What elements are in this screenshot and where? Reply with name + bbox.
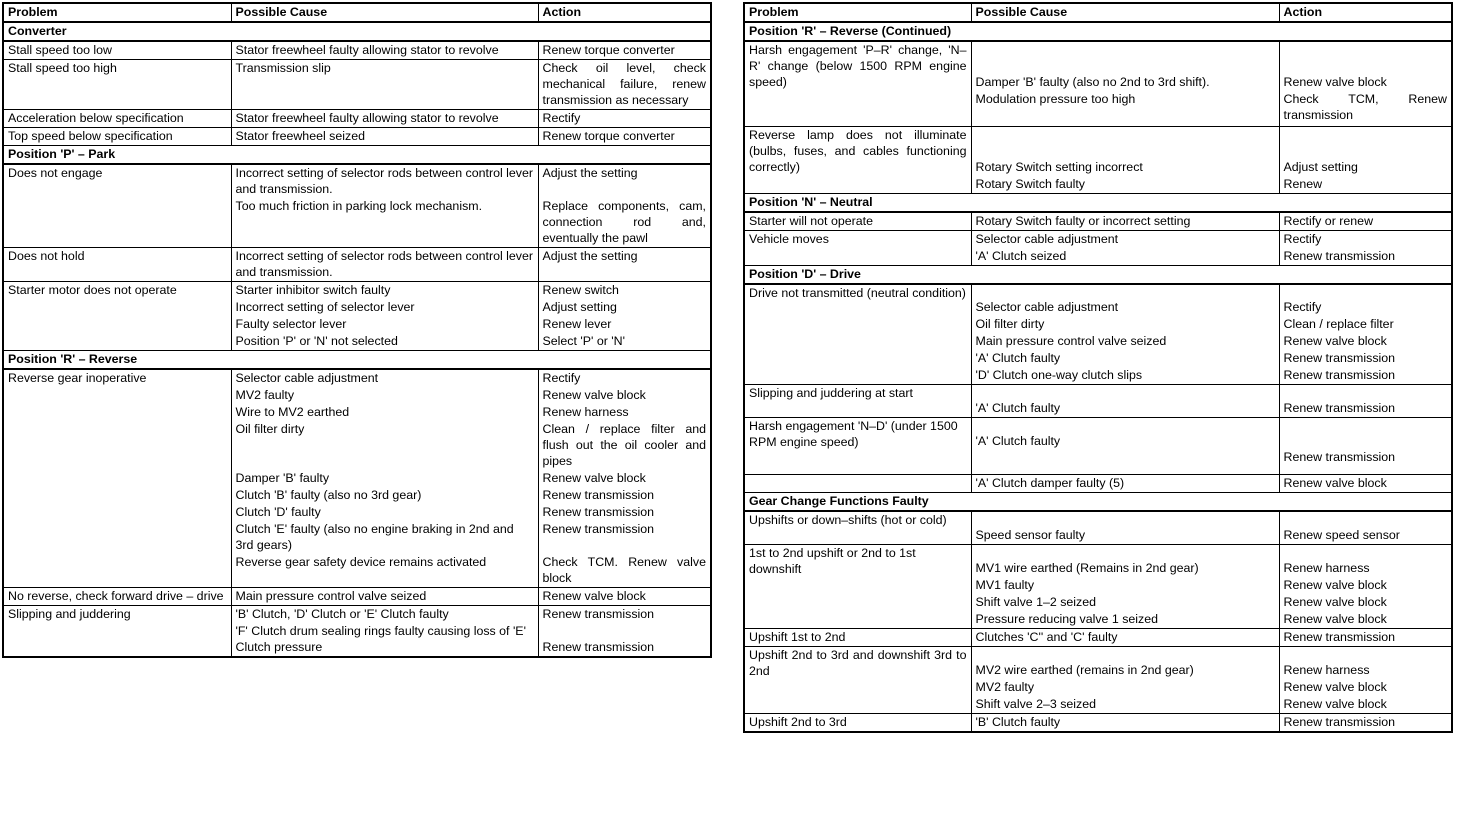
cause-cell: Stator freewheel faulty allowing stator to revolve bbox=[231, 41, 538, 60]
action-cell: Renew transmission bbox=[1279, 629, 1452, 647]
cause-cell: Clutch 'B' faulty (also no 3rd gear) bbox=[231, 487, 538, 504]
cause-cell: MV1 faulty bbox=[971, 577, 1279, 594]
action-cell: Renew valve block bbox=[1279, 577, 1452, 594]
section-row bbox=[744, 22, 1452, 41]
section-drive: Position 'D' – Drive bbox=[744, 266, 1452, 285]
problem-cell: Does not hold bbox=[3, 248, 231, 282]
table-row bbox=[744, 511, 1452, 545]
action-cell: Clean / replace filter bbox=[1279, 316, 1452, 333]
action-cell: Rectify or renew bbox=[1279, 212, 1452, 231]
action-cell: Renew torque converter bbox=[538, 41, 711, 60]
section-neutral: Position 'N' – Neutral bbox=[744, 194, 1452, 213]
action-cell: Renew harness bbox=[538, 404, 711, 421]
header-cause: Possible Cause bbox=[231, 3, 538, 22]
action-cell: Adjust setting bbox=[538, 299, 711, 316]
table-row bbox=[744, 629, 1452, 647]
cause-cell: Damper 'B' faulty bbox=[231, 470, 538, 487]
section-row bbox=[3, 22, 711, 41]
action-cell: Renew transmission bbox=[538, 521, 711, 554]
cause-cell: MV2 wire earthed (remains in 2nd gear) bbox=[971, 647, 1279, 680]
table-row bbox=[744, 714, 1452, 733]
cause-cell: MV2 faulty bbox=[971, 679, 1279, 696]
cause-cell: Rotary Switch setting incorrect bbox=[971, 127, 1279, 177]
table-row bbox=[744, 385, 1452, 418]
action-cell: Renew valve block bbox=[1279, 475, 1452, 493]
problem-cell: Upshift 2nd to 3rd and downshift 3rd to 2nd bbox=[744, 647, 971, 714]
table-row bbox=[744, 41, 1452, 91]
problem-cell: Drive not transmitted (neutral condition) bbox=[744, 284, 971, 385]
table-row bbox=[744, 284, 1452, 316]
action-cell: Renew valve block bbox=[1279, 333, 1452, 350]
header-action: Action bbox=[1279, 3, 1452, 22]
header-row bbox=[744, 3, 1452, 22]
section-row bbox=[3, 146, 711, 165]
cause-cell: Clutch 'D' faulty bbox=[231, 504, 538, 521]
action-cell: Check oil level, check mechanical failure, renew transmission as necessary bbox=[538, 60, 711, 110]
cause-cell: Incorrect setting of selector lever bbox=[231, 299, 538, 316]
action-cell: Renew harness bbox=[1279, 545, 1452, 578]
cause-cell: 'B' Clutch, 'D' Clutch or 'E' Clutch faulty bbox=[231, 606, 538, 624]
problem-cell: Slipping and juddering at start bbox=[744, 385, 971, 418]
cause-cell: MV2 faulty bbox=[231, 387, 538, 404]
table-row bbox=[3, 606, 711, 624]
section-reverse-continued: Position 'R' – Reverse (Continued) bbox=[744, 22, 1452, 41]
action-cell: Renew transmission bbox=[1279, 714, 1452, 733]
cause-cell: Pressure reducing valve 1 seized bbox=[971, 611, 1279, 629]
cause-cell: 'A' Clutch seized bbox=[971, 248, 1279, 266]
action-cell: Rectify bbox=[1279, 231, 1452, 249]
action-cell: Rectify bbox=[1279, 284, 1452, 316]
action-cell: Renew transmission bbox=[538, 504, 711, 521]
action-cell: Rectify bbox=[538, 110, 711, 128]
header-cause: Possible Cause bbox=[971, 3, 1279, 22]
action-cell: Renew valve block bbox=[538, 387, 711, 404]
action-cell: Renew transmission bbox=[1279, 367, 1452, 385]
table-row bbox=[744, 545, 1452, 578]
table-row bbox=[744, 647, 1452, 680]
action-cell: Renew valve block bbox=[538, 470, 711, 487]
cause-cell: Shift valve 1–2 seized bbox=[971, 594, 1279, 611]
action-cell: Check TCM. Renew valve block bbox=[538, 554, 711, 588]
cause-cell: Speed sensor faulty bbox=[971, 511, 1279, 545]
problem-cell: Upshifts or down–shifts (hot or cold) bbox=[744, 511, 971, 545]
table-row bbox=[3, 588, 711, 606]
action-cell: Renew harness bbox=[1279, 647, 1452, 680]
action-cell: Renew transmission bbox=[1279, 418, 1452, 475]
cause-cell: 'A' Clutch faulty bbox=[971, 350, 1279, 367]
cause-cell: Faulty selector lever bbox=[231, 316, 538, 333]
problem-cell: Acceleration below specification bbox=[3, 110, 231, 128]
table-row bbox=[744, 127, 1452, 177]
cause-cell: Reverse gear safety device remains activated bbox=[231, 554, 538, 588]
table-row bbox=[3, 41, 711, 60]
cause-cell: 'B' Clutch faulty bbox=[971, 714, 1279, 733]
table-row bbox=[3, 248, 711, 282]
problem-cell: Upshift 2nd to 3rd bbox=[744, 714, 971, 733]
cause-cell: 'A' Clutch faulty bbox=[971, 385, 1279, 418]
section-park: Position 'P' – Park bbox=[3, 146, 711, 165]
cause-cell: Too much friction in parking lock mechanism. bbox=[231, 198, 538, 248]
cause-cell: Incorrect setting of selector rods between control lever and transmission. bbox=[231, 248, 538, 282]
table-row bbox=[3, 128, 711, 146]
action-cell: Replace components, cam, connection rod and, eventually the pawl bbox=[538, 198, 711, 248]
action-cell: Renew speed sensor bbox=[1279, 511, 1452, 545]
cause-cell: Rotary Switch faulty bbox=[971, 176, 1279, 194]
cause-cell: Oil filter dirty bbox=[231, 421, 538, 470]
cause-cell: Shift valve 2–3 seized bbox=[971, 696, 1279, 714]
header-problem: Problem bbox=[744, 3, 971, 22]
problem-cell: Reverse lamp does not illuminate (bulbs, fuses, and cables functioning correctly) bbox=[744, 127, 971, 194]
problem-cell: Harsh engagement 'P–R' change, 'N–R' change (below 1500 RPM engine speed) bbox=[744, 41, 971, 127]
problem-cell: Reverse gear inoperative bbox=[3, 369, 231, 588]
section-row bbox=[3, 351, 711, 370]
header-problem: Problem bbox=[3, 3, 231, 22]
action-cell: Renew valve block bbox=[538, 588, 711, 606]
cause-cell: Selector cable adjustment bbox=[971, 284, 1279, 316]
cause-cell: Transmission slip bbox=[231, 60, 538, 110]
action-cell: Adjust the setting bbox=[538, 164, 711, 198]
action-cell: Rectify bbox=[538, 369, 711, 387]
problem-cell: Vehicle moves bbox=[744, 231, 971, 266]
header-row bbox=[3, 3, 711, 22]
action-cell: Renew transmission bbox=[1279, 248, 1452, 266]
fault-table-right bbox=[743, 2, 1453, 733]
table-row bbox=[3, 282, 711, 300]
problem-cell: Stall speed too high bbox=[3, 60, 231, 110]
problem-cell: Slipping and juddering bbox=[3, 606, 231, 658]
cause-cell: 'A' Clutch damper faulty (5) bbox=[971, 475, 1279, 493]
problem-cell: 1st to 2nd upshift or 2nd to 1st downshift bbox=[744, 545, 971, 629]
cause-cell: Rotary Switch faulty or incorrect setting bbox=[971, 212, 1279, 231]
action-cell: Renew transmission bbox=[538, 606, 711, 624]
action-cell: Adjust setting bbox=[1279, 127, 1452, 177]
table-row bbox=[3, 369, 711, 387]
fault-table-left bbox=[2, 2, 712, 658]
table-row bbox=[744, 231, 1452, 249]
cause-cell: Main pressure control valve seized bbox=[231, 588, 538, 606]
problem-cell: No reverse, check forward drive – drive bbox=[3, 588, 231, 606]
action-cell: Renew valve block bbox=[1279, 679, 1452, 696]
problem-cell: Top speed below specification bbox=[3, 128, 231, 146]
problem-cell: Starter motor does not operate bbox=[3, 282, 231, 351]
cause-cell: MV1 wire earthed (Remains in 2nd gear) bbox=[971, 545, 1279, 578]
action-cell: Select 'P' or 'N' bbox=[538, 333, 711, 351]
cause-cell: Starter inhibitor switch faulty bbox=[231, 282, 538, 300]
table-row bbox=[744, 418, 1452, 475]
problem-cell: Does not engage bbox=[3, 164, 231, 248]
action-cell: Renew valve block bbox=[1279, 696, 1452, 714]
cause-cell: Oil filter dirty bbox=[971, 316, 1279, 333]
action-cell: Renew torque converter bbox=[538, 128, 711, 146]
cause-cell: Incorrect setting of selector rods between control lever and transmission. bbox=[231, 164, 538, 198]
table-row bbox=[3, 60, 711, 110]
cause-cell: Clutches 'C'' and 'C' faulty bbox=[971, 629, 1279, 647]
action-cell: Renew valve block bbox=[1279, 611, 1452, 629]
cause-cell: 'F' Clutch drum sealing rings faulty causing loss of 'E' Clutch pressure bbox=[231, 623, 538, 657]
action-cell: Renew bbox=[1279, 176, 1452, 194]
section-row bbox=[744, 493, 1452, 512]
header-action: Action bbox=[538, 3, 711, 22]
action-cell: Clean / replace filter and flush out the oil cooler and pipes bbox=[538, 421, 711, 470]
table-row bbox=[744, 475, 1452, 493]
table-row bbox=[744, 212, 1452, 231]
cause-cell: Clutch 'E' faulty (also no engine braking in 2nd and 3rd gears) bbox=[231, 521, 538, 554]
cause-cell: 'A' Clutch faulty bbox=[971, 418, 1279, 475]
action-cell: Renew switch bbox=[538, 282, 711, 300]
problem-cell: Starter will not operate bbox=[744, 212, 971, 231]
action-cell: Adjust the setting bbox=[538, 248, 711, 282]
problem-cell: Stall speed too low bbox=[3, 41, 231, 60]
cause-cell: Modulation pressure too high bbox=[971, 91, 1279, 127]
cause-cell: Position 'P' or 'N' not selected bbox=[231, 333, 538, 351]
action-cell: Renew valve block bbox=[1279, 41, 1452, 91]
section-gear-change: Gear Change Functions Faulty bbox=[744, 493, 1452, 512]
action-cell: Renew transmission bbox=[538, 623, 711, 657]
action-cell: Renew transmission bbox=[1279, 350, 1452, 367]
cause-cell: Selector cable adjustment bbox=[231, 369, 538, 387]
section-converter: Converter bbox=[3, 22, 711, 41]
cause-cell: Stator freewheel seized bbox=[231, 128, 538, 146]
cause-cell: Stator freewheel faulty allowing stator to revolve bbox=[231, 110, 538, 128]
action-cell: Renew transmission bbox=[538, 487, 711, 504]
problem-cell bbox=[744, 475, 971, 493]
problem-cell: Upshift 1st to 2nd bbox=[744, 629, 971, 647]
action-cell: Check TCM, Renew transmission bbox=[1279, 91, 1452, 127]
problem-cell: Harsh engagement 'N–D' (under 1500 RPM engine speed) bbox=[744, 418, 971, 475]
section-reverse: Position 'R' – Reverse bbox=[3, 351, 711, 370]
table-row bbox=[3, 110, 711, 128]
section-row bbox=[744, 266, 1452, 285]
cause-cell: Main pressure control valve seized bbox=[971, 333, 1279, 350]
cause-cell: Damper 'B' faulty (also no 2nd to 3rd shift). bbox=[971, 41, 1279, 91]
cause-cell: Wire to MV2 earthed bbox=[231, 404, 538, 421]
action-cell: Renew transmission bbox=[1279, 385, 1452, 418]
table-row bbox=[3, 164, 711, 198]
action-cell: Renew valve block bbox=[1279, 594, 1452, 611]
cause-cell: Selector cable adjustment bbox=[971, 231, 1279, 249]
cause-cell: 'D' Clutch one-way clutch slips bbox=[971, 367, 1279, 385]
action-cell: Renew lever bbox=[538, 316, 711, 333]
section-row bbox=[744, 194, 1452, 213]
